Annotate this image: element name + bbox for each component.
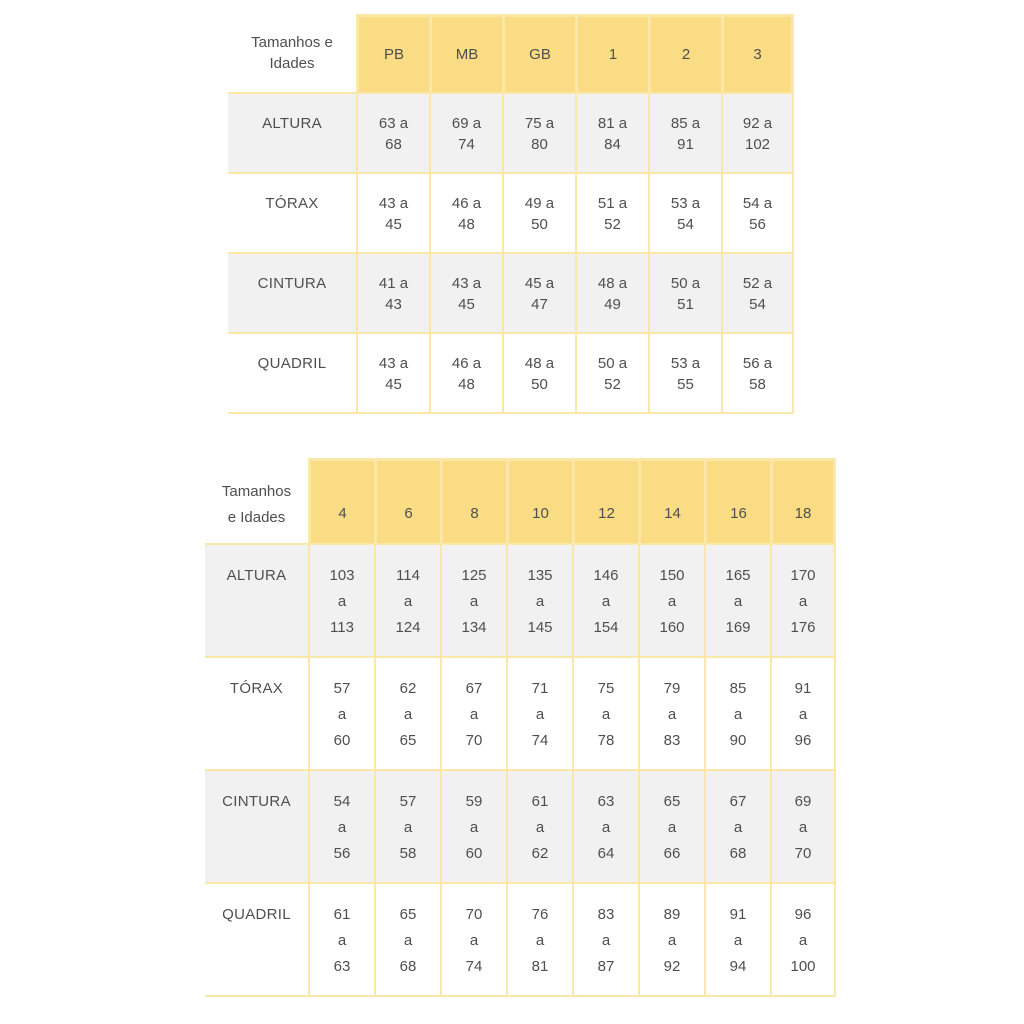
size-range-line: a [337, 819, 347, 836]
column-header-pb: PB [356, 14, 429, 94]
row-label-text: CINTURA [222, 793, 291, 810]
size-range-line: 60 [465, 845, 483, 862]
size-cell [429, 254, 502, 334]
size-range-line: 160 [659, 619, 685, 636]
size-range-line: 55 [677, 376, 694, 393]
size-range-line: 79 [663, 680, 681, 697]
size-range-line: 64 [597, 845, 615, 862]
column-header-18: 18 [770, 458, 836, 545]
table-row-altura [205, 545, 836, 658]
size-cell [704, 658, 770, 771]
column-header-8: 8 [440, 458, 506, 545]
size-range-line: 74 [458, 136, 475, 153]
size-cell [356, 254, 429, 334]
size-cell [356, 174, 429, 254]
size-range-line: 67 [465, 680, 483, 697]
size-range-line: 43 a [378, 195, 409, 212]
size-cell [638, 545, 704, 658]
size-range-line: 146 [593, 567, 619, 584]
size-cell [440, 771, 506, 884]
size-cell [502, 254, 575, 334]
size-range-line: 65 [399, 732, 417, 749]
column-header-16: 16 [704, 458, 770, 545]
row-label [228, 94, 356, 174]
size-range-line: 85 [729, 680, 747, 697]
size-cell [374, 771, 440, 884]
size-cell [648, 94, 721, 174]
size-range-line: 50 [531, 216, 548, 233]
size-range-line: a [601, 932, 611, 949]
size-range-line: 75 [597, 680, 615, 697]
size-range-line: 56 a [742, 355, 773, 372]
size-range-line: a [403, 706, 413, 723]
size-cell [648, 174, 721, 254]
size-cell [575, 254, 648, 334]
row-label [205, 771, 308, 884]
size-cell [506, 545, 572, 658]
size-range-line: 134 [461, 619, 487, 636]
size-range-line: 63 [597, 793, 615, 810]
size-range-line: 45 [458, 296, 475, 313]
size-range-line: a [337, 932, 347, 949]
size-range-line: a [667, 932, 677, 949]
column-header-12: 12 [572, 458, 638, 545]
size-range-line: 81 a [597, 115, 628, 132]
size-cell [572, 545, 638, 658]
size-range-line: a [337, 593, 347, 610]
size-range-line: 54 [333, 793, 351, 810]
size-range-line: 84 [604, 136, 621, 153]
column-header-3: 3 [721, 14, 794, 94]
row-label-text: TÓRAX [229, 680, 284, 697]
size-range-line: 41 a [378, 275, 409, 292]
size-range-line: 165 [725, 567, 751, 584]
size-range-line: 51 a [597, 195, 628, 212]
header-row [205, 458, 836, 545]
size-range-line: 53 a [670, 195, 701, 212]
size-range-line: a [469, 932, 479, 949]
size-range-line: a [798, 593, 808, 610]
size-range-line: 71 [531, 680, 549, 697]
size-cell [502, 94, 575, 174]
size-cell [429, 334, 502, 414]
size-range-line: 45 a [524, 275, 555, 292]
row-label [205, 884, 308, 997]
size-range-line: 45 [385, 216, 402, 233]
size-range-line: 69 a [451, 115, 482, 132]
size-range-line: a [469, 706, 479, 723]
size-cell [575, 94, 648, 174]
header-row [228, 14, 794, 94]
row-label [205, 658, 308, 771]
size-range-line: a [667, 593, 677, 610]
size-range-line: 76 [531, 906, 549, 923]
size-range-line: 54 [749, 296, 766, 313]
size-range-line: 83 [663, 732, 681, 749]
size-cell [356, 94, 429, 174]
size-range-line: 43 a [378, 355, 409, 372]
size-range-line: 176 [790, 619, 816, 636]
size-range-line: 80 [531, 136, 548, 153]
row-label-text: QUADRIL [222, 906, 291, 923]
size-cell [721, 174, 794, 254]
size-range-line: 49 a [524, 195, 555, 212]
size-range-line: 59 [465, 793, 483, 810]
size-cell [506, 771, 572, 884]
column-header-mb: MB [429, 14, 502, 94]
size-range-line: a [403, 819, 413, 836]
size-range-line: 50 [531, 376, 548, 393]
size-range-line: 69 [794, 793, 812, 810]
size-range-line: 61 [333, 906, 351, 923]
size-range-line: a [601, 706, 611, 723]
size-range-line: 65 [663, 793, 681, 810]
row-label [228, 254, 356, 334]
size-range-line: 47 [531, 296, 548, 313]
size-range-line: 54 a [742, 195, 773, 212]
size-cell [356, 334, 429, 414]
size-range-line: 56 [333, 845, 351, 862]
table-row-cintura [205, 771, 836, 884]
size-range-line: 125 [461, 567, 487, 584]
table-row-tórax [228, 174, 794, 254]
size-range-line: a [469, 819, 479, 836]
size-cell [374, 658, 440, 771]
size-cell [502, 174, 575, 254]
size-range-line: 91 [729, 906, 747, 923]
size-range-line: 78 [597, 732, 615, 749]
row-label [228, 334, 356, 414]
size-range-line: 51 [677, 296, 694, 313]
size-table-body [228, 94, 794, 414]
size-range-line: 135 [527, 567, 553, 584]
size-cell [721, 94, 794, 174]
size-cell [429, 94, 502, 174]
row-label-text: ALTURA [226, 567, 287, 584]
size-range-line: 57 [333, 680, 351, 697]
size-range-line: 124 [395, 619, 421, 636]
row-label-text: QUADRIL [257, 355, 327, 372]
row-label [228, 174, 356, 254]
size-range-line: 114 [396, 567, 420, 584]
size-range-line: 46 a [451, 195, 482, 212]
size-range-line: 61 [531, 793, 549, 810]
size-range-line: 56 [749, 216, 766, 233]
size-range-line: 50 a [670, 275, 701, 292]
size-range-line: 52 [604, 376, 621, 393]
size-range-line: 154 [593, 619, 619, 636]
size-range-line: 58 [399, 845, 417, 862]
size-table-babies-toddlers [228, 14, 794, 414]
size-cell [638, 884, 704, 997]
size-range-line: 62 [531, 845, 549, 862]
column-header-gb: GB [502, 14, 575, 94]
size-range-line: 102 [744, 136, 771, 153]
size-range-line: 62 [399, 680, 417, 697]
row-label-text: ALTURA [262, 115, 322, 132]
size-cell [770, 771, 836, 884]
size-cell [308, 658, 374, 771]
size-range-line: a [798, 819, 808, 836]
size-cell [648, 254, 721, 334]
size-range-line: a [535, 593, 545, 610]
size-range-line: a [601, 819, 611, 836]
size-range-line: a [337, 706, 347, 723]
size-range-line: 85 a [670, 115, 701, 132]
size-range-line: 96 [794, 732, 812, 749]
size-table-body [205, 545, 836, 997]
size-range-line: a [535, 819, 545, 836]
size-range-line: 96 [794, 906, 812, 923]
size-range-line: a [403, 593, 413, 610]
size-range-line: a [733, 932, 743, 949]
size-range-line: 46 a [451, 355, 482, 372]
size-range-line: 48 [458, 376, 475, 393]
size-range-line: 145 [527, 619, 553, 636]
size-range-line: 68 [399, 958, 417, 975]
size-range-line: a [469, 593, 479, 610]
size-range-line: a [733, 706, 743, 723]
size-range-line: 68 [729, 845, 747, 862]
column-header-4: 4 [308, 458, 374, 545]
size-range-line: 48 a [524, 355, 555, 372]
size-cell [704, 771, 770, 884]
size-table-header [228, 14, 794, 94]
column-header-14: 14 [638, 458, 704, 545]
size-cell [575, 174, 648, 254]
size-range-line: a [733, 593, 743, 610]
size-range-line: 150 [659, 567, 685, 584]
size-cell [572, 771, 638, 884]
size-cell [440, 545, 506, 658]
size-range-line: 81 [531, 958, 549, 975]
size-range-line: a [733, 819, 743, 836]
table-row-tórax [205, 658, 836, 771]
column-header-10: 10 [506, 458, 572, 545]
size-range-line: a [535, 932, 545, 949]
size-range-line: a [798, 932, 808, 949]
size-range-line: 170 [790, 567, 816, 584]
size-cell [704, 545, 770, 658]
size-range-line: 87 [597, 958, 615, 975]
column-header-2: 2 [648, 14, 721, 94]
size-cell [374, 545, 440, 658]
size-range-line: 100 [790, 958, 816, 975]
size-range-line: 48 [458, 216, 475, 233]
size-cell [308, 771, 374, 884]
size-range-line: 70 [465, 906, 483, 923]
size-range-line: 49 [604, 296, 621, 313]
size-range-line: 70 [794, 845, 812, 862]
size-range-line: a [798, 706, 808, 723]
size-range-line: 50 a [597, 355, 628, 372]
column-header-1: 1 [575, 14, 648, 94]
size-range-line: a [667, 706, 677, 723]
table-corner-label: Tamanhos e Idades [228, 14, 356, 94]
size-range-line: 66 [663, 845, 681, 862]
size-cell [440, 658, 506, 771]
size-range-line: 92 a [742, 115, 773, 132]
size-range-line: 91 [794, 680, 812, 697]
size-cell [506, 658, 572, 771]
size-range-line: 65 [399, 906, 417, 923]
size-range-line: 48 a [597, 275, 628, 292]
size-cell [638, 658, 704, 771]
table-corner-label: Tamanhos e Idades [205, 458, 308, 545]
size-range-line: 68 [385, 136, 402, 153]
row-label-text: CINTURA [257, 275, 327, 292]
size-cell [770, 884, 836, 997]
size-range-line: 52 a [742, 275, 773, 292]
size-cell [308, 884, 374, 997]
table-row-quadril [205, 884, 836, 997]
size-table-kids-teens [205, 458, 836, 997]
size-cell [308, 545, 374, 658]
size-range-line: 90 [729, 732, 747, 749]
size-range-line: 70 [465, 732, 483, 749]
size-cell [770, 658, 836, 771]
size-cell [429, 174, 502, 254]
size-cell [638, 771, 704, 884]
size-cell [440, 884, 506, 997]
size-range-line: 67 [729, 793, 747, 810]
table-row-quadril [228, 334, 794, 414]
size-table-header [205, 458, 836, 545]
table-row-cintura [228, 254, 794, 334]
size-range-line: a [667, 819, 677, 836]
size-cell [502, 334, 575, 414]
size-range-line: 74 [531, 732, 549, 749]
size-range-line: 75 a [524, 115, 555, 132]
size-range-line: 169 [725, 619, 751, 636]
row-label-text: TÓRAX [265, 195, 319, 212]
size-range-line: 92 [663, 958, 681, 975]
size-range-line: 113 [330, 619, 354, 636]
row-label [205, 545, 308, 658]
size-range-line: 53 a [670, 355, 701, 372]
size-range-line: 83 [597, 906, 615, 923]
size-cell [572, 658, 638, 771]
size-range-line: 43 [385, 296, 402, 313]
size-range-line: 54 [677, 216, 694, 233]
size-range-line: 91 [677, 136, 694, 153]
size-range-line: 63 [333, 958, 351, 975]
size-cell [770, 545, 836, 658]
column-header-6: 6 [374, 458, 440, 545]
size-range-line: 43 a [451, 275, 482, 292]
size-range-line: 57 [399, 793, 417, 810]
size-cell [648, 334, 721, 414]
size-cell [721, 254, 794, 334]
size-range-line: 103 [329, 567, 355, 584]
size-cell [721, 334, 794, 414]
size-range-line: a [535, 706, 545, 723]
size-range-line: 63 a [378, 115, 409, 132]
size-range-line: 52 [604, 216, 621, 233]
size-cell [374, 884, 440, 997]
size-range-line: 45 [385, 376, 402, 393]
size-range-line: 60 [333, 732, 351, 749]
table-row-altura [228, 94, 794, 174]
size-range-line: 74 [465, 958, 483, 975]
size-range-line: 94 [729, 958, 747, 975]
size-cell [572, 884, 638, 997]
size-range-line: a [403, 932, 413, 949]
size-cell [506, 884, 572, 997]
size-range-line: 58 [749, 376, 766, 393]
size-cell [704, 884, 770, 997]
size-cell [575, 334, 648, 414]
size-range-line: 89 [663, 906, 681, 923]
size-range-line: a [601, 593, 611, 610]
